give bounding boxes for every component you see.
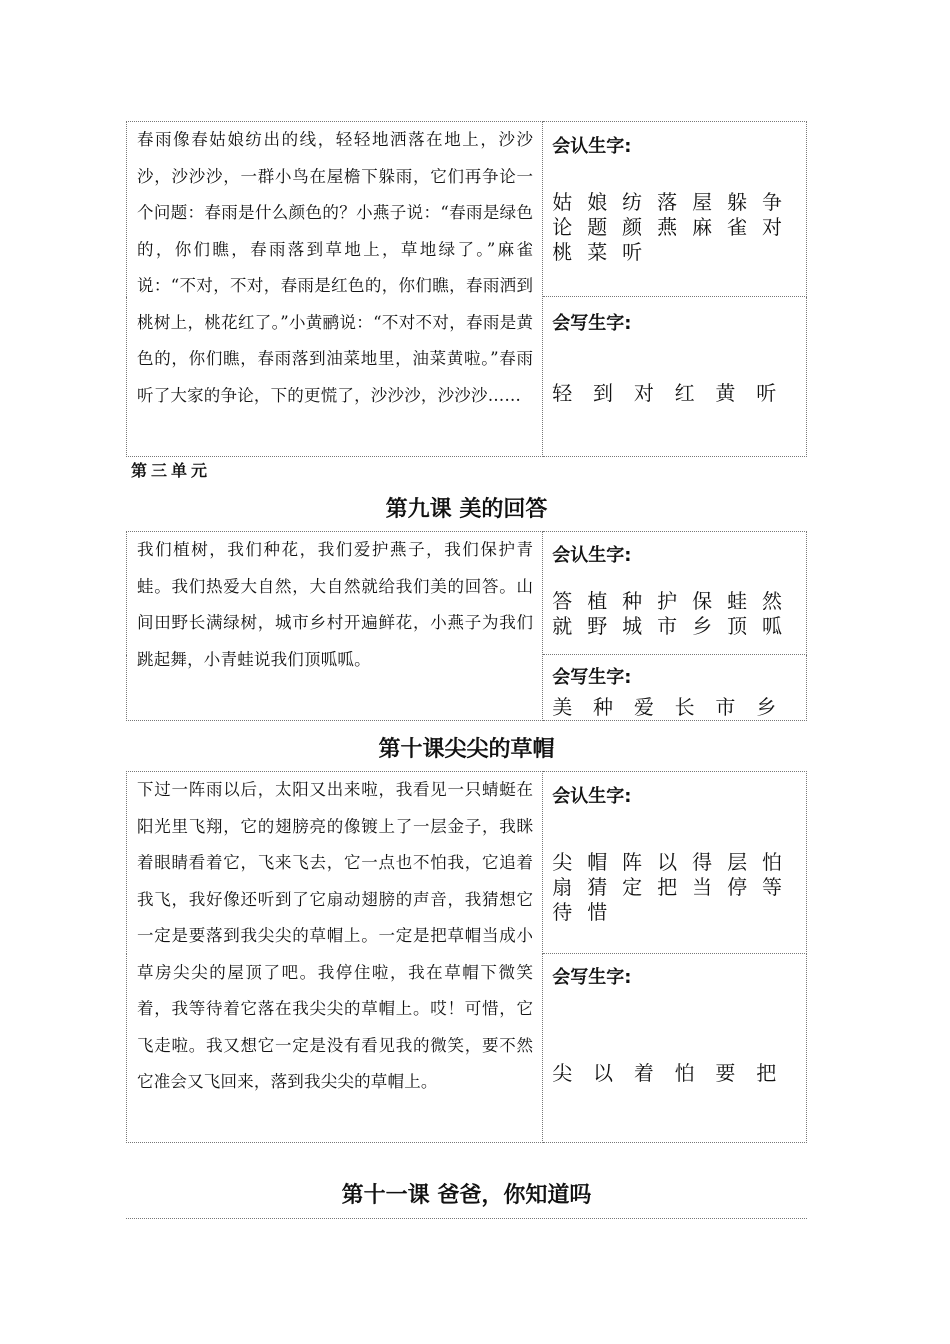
lesson10-table xyxy=(126,771,807,1143)
vocab-char: 呱 xyxy=(762,614,783,638)
vocab-char: 植 xyxy=(587,589,608,613)
unit-label: 第三单元 xyxy=(131,461,212,480)
vocab-char: 城 xyxy=(622,614,643,638)
vocab-char: 屋 xyxy=(692,190,713,214)
vocab-char: 红 xyxy=(674,381,695,405)
lesson8-write-title: 会写生字: xyxy=(552,313,632,334)
vocab-char: 桃 xyxy=(552,240,573,264)
vocab-char: 种 xyxy=(593,695,614,719)
vocab-char: 当 xyxy=(692,875,713,899)
vocab-char: 争 xyxy=(762,190,783,214)
vocab-char: 对 xyxy=(633,381,654,405)
lesson10-recognize-cell xyxy=(543,772,807,954)
vocab-char: 题 xyxy=(587,215,608,239)
vocab-char: 爱 xyxy=(633,695,654,719)
vocab-char: 就 xyxy=(552,614,573,638)
vocab-char: 麻 xyxy=(692,215,713,239)
lesson8-recognize-cell xyxy=(543,122,807,297)
lesson11-title: 第十一课 爸爸，你知道吗 xyxy=(341,1183,592,1208)
vocab-char: 阵 xyxy=(622,850,643,874)
vocab-char: 到 xyxy=(593,381,614,405)
vocab-char: 乡 xyxy=(756,695,777,719)
vocab-char: 尖 xyxy=(552,850,573,874)
lesson8-write-chars xyxy=(543,381,806,406)
vocab-char: 娘 xyxy=(587,190,608,214)
vocab-char: 对 xyxy=(762,215,783,239)
vocab-char: 颜 xyxy=(622,215,643,239)
lesson11-table-top-border xyxy=(126,1218,807,1219)
vocab-char: 燕 xyxy=(657,215,678,239)
vocab-char: 论 xyxy=(552,215,573,239)
vocab-char: 蛙 xyxy=(727,589,748,613)
lesson8-recognize-title: 会认生字: xyxy=(552,136,632,157)
lesson9-passage-cell xyxy=(127,532,543,721)
lesson9-recognize-cell xyxy=(543,532,807,655)
vocab-char: 顶 xyxy=(727,614,748,638)
vocab-char: 得 xyxy=(692,850,713,874)
lesson8-passage-cell xyxy=(127,122,543,457)
vocab-char: 惜 xyxy=(587,900,608,924)
lesson10-write-cell xyxy=(543,954,807,1143)
vocab-char: 长 xyxy=(674,695,695,719)
vocab-char: 野 xyxy=(587,614,608,638)
vocab-char: 姑 xyxy=(552,190,573,214)
vocab-char: 护 xyxy=(657,589,678,613)
vocab-char: 听 xyxy=(756,381,777,405)
vocab-char: 黄 xyxy=(715,381,736,405)
vocab-char: 躲 xyxy=(727,190,748,214)
lesson10-write-chars xyxy=(543,1061,806,1086)
vocab-char: 怕 xyxy=(674,1061,695,1085)
lesson10-recognize-chars xyxy=(543,850,806,925)
vocab-char: 定 xyxy=(622,875,643,899)
lesson9-recognize-chars xyxy=(543,589,806,639)
vocab-char: 听 xyxy=(622,240,643,264)
lesson8-table xyxy=(126,121,807,457)
lesson9-write-cell xyxy=(543,655,807,721)
vocab-char: 轻 xyxy=(552,381,573,405)
lesson10-passage-cell xyxy=(127,772,543,1143)
vocab-char: 乡 xyxy=(692,614,713,638)
vocab-char: 雀 xyxy=(727,215,748,239)
vocab-char: 菜 xyxy=(587,240,608,264)
lesson9-title: 第九课 美的回答 xyxy=(385,497,548,522)
vocab-char: 扇 xyxy=(552,875,573,899)
vocab-char: 待 xyxy=(552,900,573,924)
lesson10-recognize-title: 会认生字: xyxy=(552,786,632,807)
lesson8-recognize-chars xyxy=(543,190,806,265)
vocab-char: 等 xyxy=(762,875,783,899)
vocab-char: 然 xyxy=(762,589,783,613)
vocab-char: 停 xyxy=(727,875,748,899)
vocab-char: 市 xyxy=(715,695,736,719)
lesson8-passage: 春雨像春姑娘纺出的线，轻轻地洒落在地上，沙沙沙，沙沙沙，一群小鸟在屋檐下躲雨，它们再争论一个问题：春雨是什么颜色的？小燕子说：“春雨是绿色的，你们瞧，春雨落到草地上，草地绿了。”麻雀说：“不对，不对，春雨是红色的，你们瞧，春雨洒到桃树上，桃花红了。”小黄鹂说：“不对不对，春雨是黄色的，你们瞧，春雨落到油菜地里，油菜黄啦。”春雨听了大家的争论，下的更慌了，沙沙沙，沙沙沙…… xyxy=(137,130,534,405)
lesson9-recognize-title: 会认生字: xyxy=(552,545,632,566)
lesson9-passage: 我们植树，我们种花，我们爱护燕子，我们保护青蛙。我们热爱大自然，大自然就给我们美的回答。山间田野长满绿树，城市乡村开遍鲜花，小燕子为我们跳起舞，小青蛙说我们顶呱呱。 xyxy=(137,540,534,669)
vocab-char: 以 xyxy=(657,850,678,874)
vocab-char: 美 xyxy=(552,695,573,719)
lesson10-write-title: 会写生字: xyxy=(552,967,632,988)
lesson10-title: 第十课尖尖的草帽 xyxy=(378,737,555,762)
lesson9-table xyxy=(126,531,807,721)
vocab-char: 层 xyxy=(727,850,748,874)
vocab-char: 以 xyxy=(593,1061,614,1085)
vocab-char: 猜 xyxy=(587,875,608,899)
vocab-char: 种 xyxy=(622,589,643,613)
lesson10-passage: 下过一阵雨以后，太阳又出来啦，我看见一只蜻蜓在阳光里飞翔，它的翅膀亮的像镀上了一层金子，我眯着眼睛看着它，飞来飞去，它一点也不怕我，它追着我飞，我好像还听到了它扇动翅膀的声音，我猜想它一定是要落到我尖尖的草帽上。一定是把草帽当成小草房尖尖的屋顶了吧。我停住啦，我在草帽下微笑着，我等待着它落在我尖尖的草帽上。哎！可惜，它飞走啦。我又想它一定是没有看见我的微笑，要不然它准会又飞回来，落到我尖尖的草帽上。 xyxy=(137,780,534,1091)
vocab-char: 保 xyxy=(692,589,713,613)
vocab-char: 市 xyxy=(657,614,678,638)
lesson8-write-cell xyxy=(543,297,807,457)
vocab-char: 着 xyxy=(633,1061,654,1085)
vocab-char: 怕 xyxy=(762,850,783,874)
vocab-char: 把 xyxy=(657,875,678,899)
lesson9-write-chars xyxy=(543,695,806,720)
lesson9-write-title: 会写生字: xyxy=(552,667,632,688)
vocab-char: 落 xyxy=(657,190,678,214)
vocab-char: 答 xyxy=(552,589,573,613)
vocab-char: 帽 xyxy=(587,850,608,874)
vocab-char: 把 xyxy=(756,1061,777,1085)
vocab-char: 纺 xyxy=(622,190,643,214)
vocab-char: 尖 xyxy=(552,1061,573,1085)
vocab-char: 要 xyxy=(715,1061,736,1085)
